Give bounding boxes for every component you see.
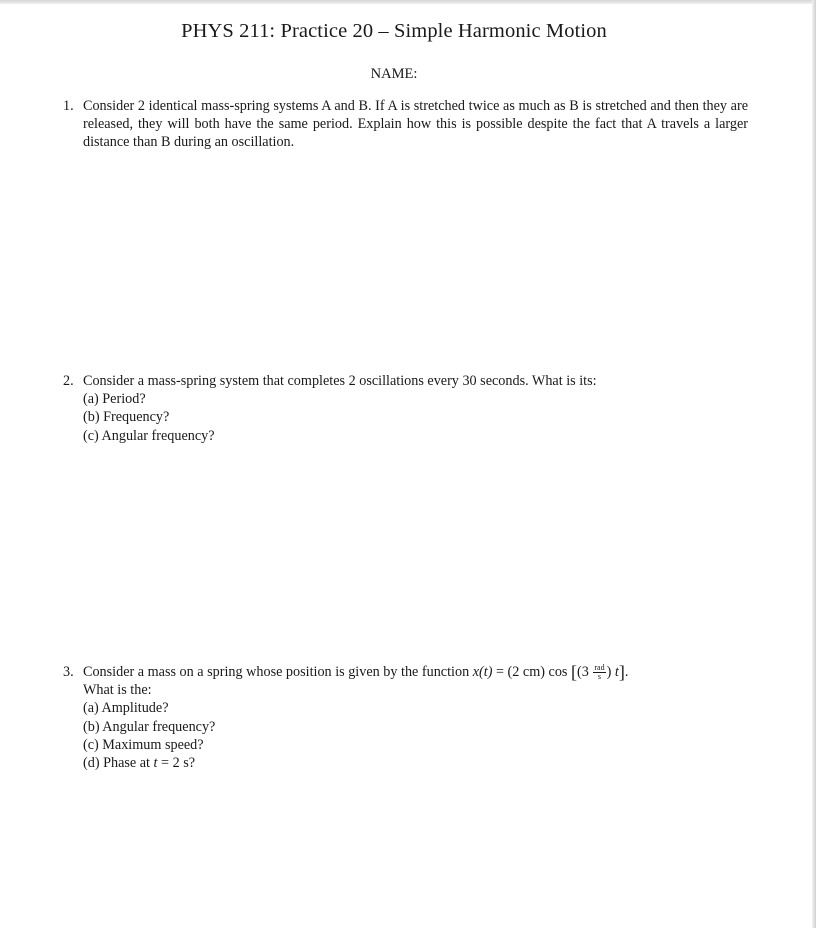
problem-text: Consider a mass-spring system that completes 2 oscillations every 30 seconds. What is its: (83, 373, 597, 389)
part-a: (a) Amplitude? (83, 700, 169, 717)
part-b: (b) Angular frequency? (83, 718, 216, 735)
page-title: PHYS 211: Practice 20 – Simple Harmonic Motion (181, 20, 607, 42)
part-a: (a) Period? (83, 391, 146, 408)
page-top-border (0, 0, 816, 4)
problem-text (83, 663, 748, 681)
unit-denominator: s (597, 672, 602, 682)
part-b: (b) Frequency? (83, 409, 170, 426)
position-function: x(t) = (2 cm) cos [(3 $\frac{\text{rad}}{s}$ ) t]. (472, 662, 629, 682)
part-d-label: (d) Phase at (83, 755, 150, 772)
problem-number: 3. (63, 664, 74, 680)
name-label: NAME: (370, 66, 418, 82)
unit-numerator: rad (594, 663, 605, 673)
problem-2 (63, 372, 748, 445)
part-d: (d) Phase at t = 2 s? (83, 755, 196, 772)
part-c: (c) Maximum speed? (83, 736, 204, 753)
page-scroll-edge (812, 0, 816, 928)
problem-1 (63, 97, 748, 152)
part-c: (c) Angular frequency? (83, 427, 215, 444)
problem-text: Consider 2 identical mass-spring systems A and B. If A is stretched twice as much as B is stretched and then they are released, they will both have the same period. Explain how this is possible despite the fact that A travels a larger distance than B during an oscillation. (83, 98, 748, 151)
function-var: t (614, 664, 619, 680)
function-amplitude: (2 cm) (507, 664, 545, 680)
function-cos: cos (548, 664, 568, 680)
function-lhs: x(t) (472, 664, 493, 680)
problem-text-after: What is the: (83, 682, 152, 699)
problem-number: 2. (63, 373, 74, 389)
problem-text-before: Consider a mass on a spring whose position is given by the function (83, 664, 470, 680)
problem-3 (63, 663, 748, 772)
part-d-value: 2 s? (172, 755, 196, 772)
part-d-var: t (153, 755, 158, 772)
problem-number: 1. (63, 98, 74, 114)
function-coef: 3 (581, 664, 589, 680)
unit-fraction (593, 664, 605, 681)
